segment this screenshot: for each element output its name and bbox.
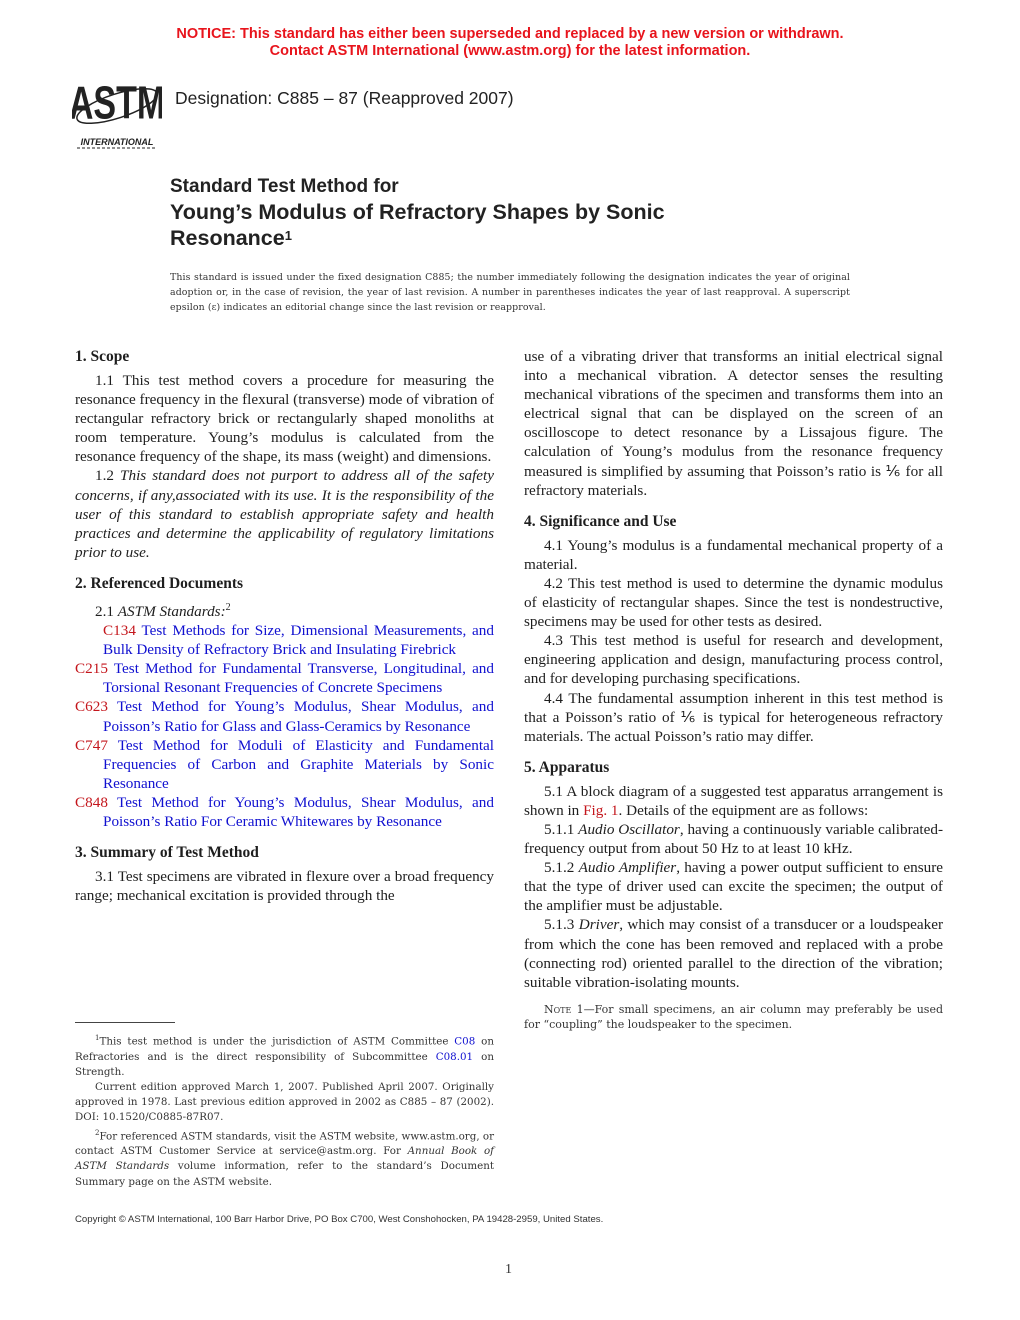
reference-c623[interactable] [75, 697, 494, 735]
astm-standards-label: ASTM Standards: [117, 603, 226, 620]
footnotes [75, 1031, 494, 1190]
reference-title[interactable]: Test Method for Fundamental Transverse, Longitudinal, and Torsional Resonant Frequencies of Concrete Specimens [103, 660, 494, 697]
para-number: 5.1.2 [544, 859, 579, 877]
footnote-text: on Strength. [75, 1050, 494, 1078]
para-text: . Details of the equipment are as follows: [618, 801, 869, 819]
astm-logo-icon [72, 70, 162, 150]
reference-title[interactable]: Test Method for Young’s Modulus, Shear Modulus, and Poisson’s Ratio for Glass and Glass-Ceramics by Resonance [103, 698, 494, 735]
svg-text:INTERNATIONAL: INTERNATIONAL [80, 137, 154, 147]
paragraph-2-1 [75, 598, 494, 621]
footnote-1-edition: Current edition approved March 1, 2007. Published April 2007. Originally approved in 1978. Last previous edition approved in 2002 as C885 – 87 (2002). DOI: 10.1520/C0885-87R07. [75, 1081, 494, 1124]
subcommittee-link[interactable]: C08.01 [435, 1050, 474, 1063]
reference-c215[interactable] [75, 659, 494, 697]
paragraph-5-1-3 [524, 915, 943, 991]
section-heading-significance: 4. Significance and Use [524, 512, 677, 530]
safety-statement: This standard does not purport to address all of the safety concerns, if any,associated with its use. It is the responsibility of the user of this standard to establish appropriate safety and health practices and determine the applicability of regulatory limitations prior to use. [75, 467, 495, 561]
reference-title[interactable]: Test Methods for Size, Dimensional Measurements, and Bulk Density of Refractory Brick and Insulating Firebrick [103, 622, 494, 659]
footnote-mark: 1 [95, 1034, 100, 1042]
footnote-mark: 2 [95, 1128, 100, 1137]
para-number: 5.1.3 [544, 916, 579, 934]
committee-link[interactable]: C08 [454, 1035, 476, 1048]
para-text: , which may consist of a transducer or a loudspeaker from which the cone has been removed and replaced with a probe (connecting rod) oriented parallel to the direction of the vibration; suitable vibration-isolating mounts. [524, 916, 944, 991]
title-line-1: Standard Test Method for [170, 176, 399, 197]
para-number: 2.1 [95, 603, 118, 620]
title-footnote-mark[interactable]: 1 [284, 228, 292, 243]
reference-title[interactable]: Test Method for Moduli of Elasticity and Fundamental Frequencies of Carbon and Graphite Materials by Sonic Resonance [103, 736, 494, 792]
term-audio-amplifier: Audio Amplifier [578, 859, 677, 877]
reference-c747[interactable] [75, 736, 494, 793]
footnote-mark-2[interactable]: 2 [225, 601, 231, 613]
copyright-notice: Copyright © ASTM International, 100 Barr Harbor Drive, PO Box C700, West Conshohocken, PA 19428-2959, United States. [75, 1214, 604, 1225]
reference-code[interactable]: C134 [103, 622, 136, 640]
paragraph-4-4: 4.4 The fundamental assumption inherent in this test method is that a Poisson’s ratio of ⅙ is typical for heterogeneous refractory materials. The actual Poisson’s ratio may differ. [524, 689, 943, 745]
para-text: , having a continuously variable calibrated-frequency output from about 50 Hz to at least 10 kHz. [524, 820, 943, 858]
document-title [170, 175, 665, 251]
reference-code[interactable]: C848 [75, 793, 108, 811]
section-heading-scope: 1. Scope [75, 348, 130, 365]
issue-statement: This standard is issued under the fixed designation C885; the number immediately following the designation indicates the year of original adoption or, in the case of revision, the year of last revision. A number in parentheses indicates the year of last reapproval. A superscript epsilon (ε) indicates an editorial change since the last revision or reapproval. [170, 272, 850, 313]
paragraph-5-1-2 [524, 858, 943, 915]
reference-c848[interactable] [75, 793, 494, 831]
notice-line-1: NOTICE: This standard has either been superseded and replaced by a new version or withdrawn. [176, 26, 844, 42]
figure-1-link[interactable]: Fig. 1 [583, 801, 619, 819]
notice-line-2: Contact ASTM International (www.astm.org) for the latest information. [269, 43, 751, 59]
footnote-1 [75, 1031, 494, 1080]
title-line-3 [170, 225, 665, 251]
title-line-2: Young’s Modulus of Refractory Shapes by Sonic [170, 200, 665, 224]
footnote-text: volume information, refer to the standard’s Document Summary page on the ASTM website. [75, 1160, 494, 1188]
section-heading-summary: 3. Summary of Test Method [75, 844, 259, 862]
page-number: 1 [505, 1262, 512, 1277]
astm-logo [72, 70, 162, 150]
section-heading-referenced-documents: 2. Referenced Documents [75, 574, 244, 592]
reference-code[interactable]: C215 [75, 660, 108, 678]
paragraph-5-1-1 [524, 820, 943, 858]
note-label: Note 1 [544, 1002, 584, 1016]
svg-text:ASTM: ASTM [72, 76, 162, 129]
footnote-text: This test method is under the jurisdiction of ASTM Committee [99, 1035, 455, 1048]
footnote-text: on Refractories and is the direct responsibility of Subcommittee [75, 1035, 494, 1063]
para-number: 5.1.1 [544, 820, 579, 838]
annual-book-title: Annual Book of ASTM Standards [75, 1145, 494, 1173]
paragraph-1-2 [75, 466, 494, 561]
section-heading-apparatus: 5. Apparatus [524, 758, 610, 776]
reference-c134[interactable] [75, 621, 494, 659]
para-number: 1.2 [95, 467, 121, 485]
paragraph-5-1 [524, 782, 943, 820]
paragraph-4-3: 4.3 This test method is useful for research and development, engineering application and design, manufacturing process control, and for developing purchasing specifications. [524, 632, 943, 688]
footnote-divider [75, 1022, 175, 1023]
para-text: , having a power output sufficient to ensure that the type of driver used can excite the specimen; the output of the amplifier must be adjustable. [524, 859, 944, 915]
paragraph-1-1: 1.1 This test method covers a procedure for measuring the resonance frequency in the flexural (transverse) mode of vibration of rectangular refractory brick or rectangularly shaped monoliths at room temperature. Young’s modulus is calculated from the resonance frequency of the shape, its mass (weight) and dimensions. [75, 372, 494, 466]
paragraph-3-1-continued: use of a vibrating driver that transforms an initial electrical signal into a mechanical vibration. A detector senses the resulting mechanical vibrations of the specimen and transforms them into an electrical signal that can be displayed on the screen of an oscilloscope to detect resonance by a Lissajous figure. The calculation of Young’s modulus from the resonance frequency measured is simplified by assuming that Poisson’s ratio is ⅙ for all refractory materials. [524, 348, 943, 499]
paragraph-4-2: 4.2 This test method is used to determine the dynamic modulus of elasticity of rectangular shapes. Since the test is nondestructive, specimens may be used for other tests as desired. [524, 574, 943, 631]
reference-title[interactable]: Test Method for Young’s Modulus, Shear Modulus, and Poisson’s Ratio For Ceramic Whitewares by Resonance [103, 793, 494, 831]
paragraph-4-1: 4.1 Young’s modulus is a fundamental mechanical property of a material. [524, 536, 943, 573]
withdrawal-notice [0, 26, 1020, 60]
title-line-3-text: Resonance [170, 226, 285, 250]
right-column [524, 347, 943, 1033]
reference-code[interactable]: C623 [75, 698, 108, 716]
paragraph-3-1-start: 3.1 Test specimens are vibrated in flexure over a broad frequency range; mechanical excitation is provided through the [75, 868, 494, 905]
term-audio-oscillator: Audio Oscillator [578, 820, 680, 838]
footnote-2 [75, 1126, 494, 1190]
note-1 [524, 1002, 943, 1033]
term-driver: Driver [578, 916, 620, 934]
footnote-text: For referenced ASTM standards, visit the ASTM website, www.astm.org, or contact ASTM Customer Service at service@astm.org. For [75, 1130, 494, 1158]
designation: Designation: C885 – 87 (Reapproved 2007) [175, 88, 514, 108]
para-text: 5.1 A block diagram of a suggested test apparatus arrangement is shown in [524, 782, 943, 819]
left-column [75, 347, 494, 905]
note-text: —For small specimens, an air column may preferably be used for “coupling” the loudspeaker to the specimen. [524, 1002, 943, 1032]
reference-code[interactable]: C747 [75, 736, 108, 754]
